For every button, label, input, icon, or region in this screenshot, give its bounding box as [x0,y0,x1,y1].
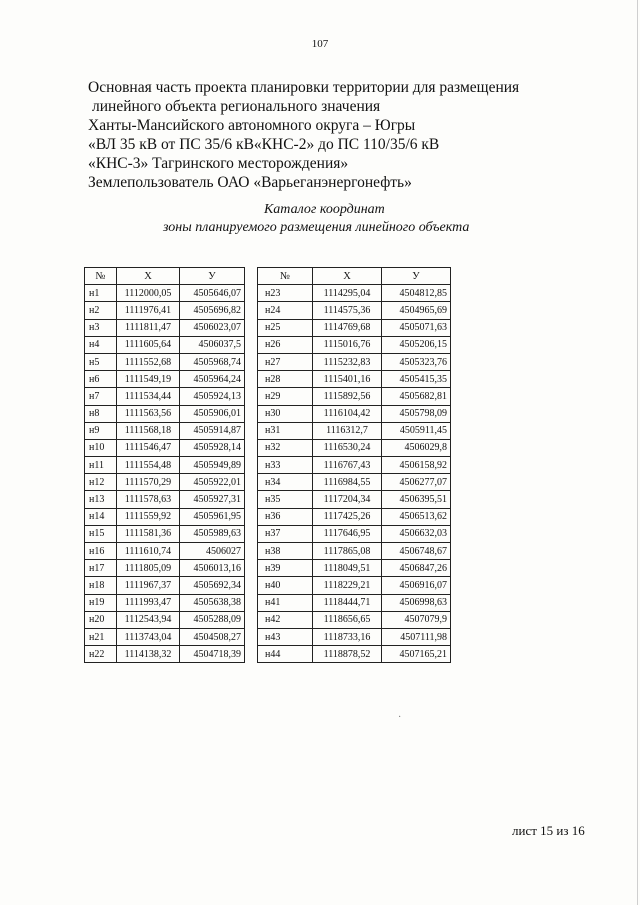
table-row [85,646,245,663]
table-row [258,508,451,525]
table-row [258,611,451,628]
coord-y: 4506037,5 [180,336,245,353]
coord-x: 1115401,16 [313,371,382,388]
table-row [85,285,245,302]
coord-y: 4506013,16 [180,560,245,577]
table-row [85,525,245,542]
coord-y: 4505646,07 [180,285,245,302]
coord-y: 4505682,81 [382,388,451,405]
coord-x: 1114295,04 [313,285,382,302]
point-number: н23 [258,285,313,302]
coord-x: 1118229,21 [313,577,382,594]
coord-x: 1114575,36 [313,302,382,319]
point-number: н39 [258,560,313,577]
table-row [85,508,245,525]
coord-x: 1115892,56 [313,388,382,405]
coord-y: 4506847,26 [382,560,451,577]
coordinates-table-left [84,267,245,663]
table-row [258,319,451,336]
point-number: н24 [258,302,313,319]
point-number: н29 [258,388,313,405]
point-number: н41 [258,594,313,611]
point-number: н22 [85,646,117,663]
coord-x: 1117865,08 [313,543,382,560]
coord-y: 4506158,92 [382,457,451,474]
coord-y: 4506513,62 [382,508,451,525]
coord-x: 1116312,7 [313,422,382,439]
table-row [85,302,245,319]
table-row [85,457,245,474]
table-row [258,439,451,456]
table-row [258,628,451,645]
table-row [85,628,245,645]
coord-y: 4505964,24 [180,371,245,388]
header-line-1: Основная часть проекта планировки территории для размещения [88,79,520,96]
coord-x: 1117646,95 [313,525,382,542]
coord-y: 4505415,35 [382,371,451,388]
table-row [85,594,245,611]
coord-x: 1111552,68 [117,353,180,370]
table-row [85,371,245,388]
coord-x: 1111554,48 [117,457,180,474]
coord-x: 1111967,37 [117,577,180,594]
table-row [258,491,451,508]
table-row [258,371,451,388]
coord-x: 1111578,63 [117,491,180,508]
coord-y: 4505968,74 [180,353,245,370]
catalog-title: Каталог координат [264,202,385,217]
point-number: н10 [85,439,117,456]
point-number: н43 [258,628,313,645]
point-number: н38 [258,543,313,560]
coord-x: 1118444,71 [313,594,382,611]
coord-x: 1113743,04 [117,628,180,645]
header-y: У [180,268,245,285]
coord-x: 1111549,19 [117,371,180,388]
table-row [258,388,451,405]
coord-x: 1111811,47 [117,319,180,336]
coord-y: 4505922,01 [180,474,245,491]
coord-y: 4505927,31 [180,491,245,508]
table-row [258,405,451,422]
coord-y: 4505949,89 [180,457,245,474]
coord-x: 1112000,05 [117,285,180,302]
table-row [85,611,245,628]
coord-y: 4506029,8 [382,439,451,456]
point-number: н8 [85,405,117,422]
header-num: № [85,268,117,285]
coord-y: 4505288,09 [180,611,245,628]
table-row [85,543,245,560]
table-header-row [258,268,451,285]
scan-edge-line [637,0,638,905]
table-row [85,336,245,353]
point-number: н14 [85,508,117,525]
table-row [85,405,245,422]
coord-y: 4505696,82 [180,302,245,319]
table-row [258,302,451,319]
coord-y: 4505989,63 [180,525,245,542]
coord-y: 4505071,63 [382,319,451,336]
point-number: н5 [85,353,117,370]
header-line-5: «КНС-3» Тагринского месторождения» [88,155,349,172]
table-row [258,336,451,353]
point-number: н20 [85,611,117,628]
coord-y: 4505206,15 [382,336,451,353]
coord-x: 1111610,74 [117,543,180,560]
coord-y: 4506916,07 [382,577,451,594]
coord-y: 4505906,01 [180,405,245,422]
coord-y: 4505911,45 [382,422,451,439]
coord-x: 1111805,09 [117,560,180,577]
coord-x: 1112543,94 [117,611,180,628]
coord-y: 4505914,87 [180,422,245,439]
point-number: н25 [258,319,313,336]
point-number: н35 [258,491,313,508]
coord-x: 1111605,64 [117,336,180,353]
coord-y: 4507165,21 [382,646,451,663]
header-line-3: Ханты-Мансийского автономного округа – Югры [88,117,416,134]
coord-y: 4506632,03 [382,525,451,542]
point-number: н12 [85,474,117,491]
coord-y: 4504965,69 [382,302,451,319]
coord-y: 4505692,34 [180,577,245,594]
table-row [258,285,451,302]
coord-x: 1117204,34 [313,491,382,508]
point-number: н17 [85,560,117,577]
coord-y: 4505323,76 [382,353,451,370]
table-row [85,560,245,577]
coord-y: 4507079,9 [382,611,451,628]
coord-y: 4507111,98 [382,628,451,645]
table-row [85,577,245,594]
coordinates-table-right [257,267,451,663]
table-row [258,422,451,439]
coord-x: 1118878,52 [313,646,382,663]
table-row [258,474,451,491]
header-line-6: Землепользователь ОАО «Варьеганэнергонефть» [88,174,412,191]
header-x: X [117,268,180,285]
table-row [258,560,451,577]
point-number: н37 [258,525,313,542]
coord-x: 1111976,41 [117,302,180,319]
table-row [85,319,245,336]
coord-x: 1118733,16 [313,628,382,645]
coord-x: 1117425,26 [313,508,382,525]
point-number: н11 [85,457,117,474]
table-row [258,646,451,663]
point-number: н6 [85,371,117,388]
point-number: н40 [258,577,313,594]
catalog-subtitle: зоны планируемого размещения линейного объекта [163,220,470,235]
header-y: У [382,268,451,285]
header-line-4: «ВЛ 35 кВ от ПС 35/6 кВ«КНС-2» до ПС 110/35/6 кВ [88,136,440,153]
coord-x: 1115016,76 [313,336,382,353]
table-row [258,543,451,560]
coord-y: 4505961,95 [180,508,245,525]
point-number: н19 [85,594,117,611]
point-number: н9 [85,422,117,439]
coord-x: 1111568,18 [117,422,180,439]
coord-x: 1116767,43 [313,457,382,474]
coord-y: 4504718,39 [180,646,245,663]
table-row [258,594,451,611]
point-number: н16 [85,543,117,560]
coord-y: 4506023,07 [180,319,245,336]
point-number: н13 [85,491,117,508]
table-row [85,474,245,491]
coord-y: 4506027 [180,543,245,560]
coord-y: 4506998,63 [382,594,451,611]
point-number: н36 [258,508,313,525]
point-number: н42 [258,611,313,628]
coord-x: 1111570,29 [117,474,180,491]
point-number: н31 [258,422,313,439]
point-number: н33 [258,457,313,474]
coord-y: 4506277,07 [382,474,451,491]
coord-y: 4506748,67 [382,543,451,560]
coord-x: 1116530,24 [313,439,382,456]
coord-y: 4505638,38 [180,594,245,611]
point-number: н18 [85,577,117,594]
point-number: н2 [85,302,117,319]
point-number: н15 [85,525,117,542]
coord-y: 4505928,14 [180,439,245,456]
coord-x: 1111546,47 [117,439,180,456]
point-number: н7 [85,388,117,405]
coord-x: 1111581,36 [117,525,180,542]
coord-x: 1116104,42 [313,405,382,422]
coord-x: 1111534,44 [117,388,180,405]
point-number: н28 [258,371,313,388]
point-number: н1 [85,285,117,302]
table-header-row [85,268,245,285]
table-row [258,525,451,542]
table-row [85,439,245,456]
coord-x: 1116984,55 [313,474,382,491]
point-number: н32 [258,439,313,456]
coord-y: 4505798,09 [382,405,451,422]
coord-x: 1118049,51 [313,560,382,577]
table-row [258,457,451,474]
page-number: 107 [311,38,329,50]
header-x: X [313,268,382,285]
coord-x: 1115232,83 [313,353,382,370]
point-number: н44 [258,646,313,663]
document-header [88,78,558,192]
point-number: н27 [258,353,313,370]
table-row [258,577,451,594]
point-number: н3 [85,319,117,336]
point-number: н34 [258,474,313,491]
coord-x: 1118656,65 [313,611,382,628]
header-line-2: линейного объекта регионального значения [92,98,381,115]
point-number: н4 [85,336,117,353]
coord-x: 1114769,68 [313,319,382,336]
coord-y: 4504812,85 [382,285,451,302]
sheet-footer: лист 15 из 16 [512,823,585,838]
coord-y: 4506395,51 [382,491,451,508]
scan-dot: · [398,712,402,723]
point-number: н21 [85,628,117,645]
table-row [258,353,451,370]
header-num: № [258,268,313,285]
point-number: н30 [258,405,313,422]
coord-x: 1111993,47 [117,594,180,611]
coord-y: 4505924,13 [180,388,245,405]
coord-y: 4504508,27 [180,628,245,645]
coord-x: 1114138,32 [117,646,180,663]
table-row [85,491,245,508]
point-number: н26 [258,336,313,353]
table-row [85,353,245,370]
coord-x: 1111559,92 [117,508,180,525]
coord-x: 1111563,56 [117,405,180,422]
table-row [85,388,245,405]
table-row [85,422,245,439]
